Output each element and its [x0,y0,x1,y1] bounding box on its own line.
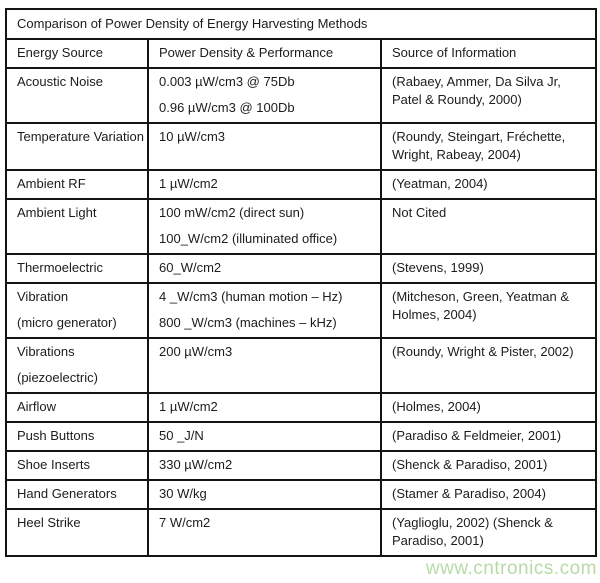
power-density-line: 1 µW/cm2 [159,399,218,414]
energy-source-line: (piezoelectric) [17,370,98,385]
energy-source-cell [6,254,148,283]
table-row [6,170,596,199]
power-density-line: 0.003 µW/cm3 @ 75Db [159,74,295,89]
energy-source-cell [6,393,148,422]
citation-cell [381,451,596,480]
power-density-line: 30 W/kg [159,486,207,501]
table-title-row [6,9,596,39]
power-density-cell [148,338,381,393]
power-density-cell [148,422,381,451]
citation-cell [381,338,596,393]
energy-source-line: Push Buttons [17,428,95,443]
power-density-line: 60_W/cm2 [159,260,222,275]
citation-cell [381,123,596,170]
power-density-cell [148,451,381,480]
energy-source-line: Ambient RF [17,176,86,191]
power-density-cell [148,254,381,283]
energy-source-cell [6,283,148,338]
power-density-line: 1 µW/cm2 [159,176,218,191]
table-row [6,68,596,123]
energy-source-cell [6,170,148,199]
energy-source-line: Acoustic Noise [17,74,103,89]
energy-source-cell [6,422,148,451]
power-density-cell [148,68,381,123]
citation-text: (Yaglioglu, 2002) (Shenck & Paradiso, 2001) [392,515,553,548]
energy-source-line: Airflow [17,399,57,414]
citation-text: (Rabaey, Ammer, Da Silva Jr, Patel & Roundy, 2000) [392,74,561,107]
power-density-line: 10 µW/cm3 [159,129,226,144]
citation-text: (Stevens, 1999) [392,260,484,275]
citation-cell [381,422,596,451]
energy-source-line: Vibrations [17,344,75,359]
citation-text: (Holmes, 2004) [392,399,481,414]
citation-text: (Yeatman, 2004) [392,176,488,191]
power-density-line: 0.96 µW/cm3 @ 100Db [159,100,295,115]
citation-cell [381,254,596,283]
power-density-line: 330 µW/cm2 [159,457,233,472]
power-density-line: 7 W/cm2 [159,515,211,530]
energy-source-cell [6,123,148,170]
citation-text: (Shenck & Paradiso, 2001) [392,457,548,472]
citation-cell [381,170,596,199]
column-header-power-density: Power Density & Performance [148,39,381,68]
energy-source-line: Thermoelectric [17,260,103,275]
energy-source-line: Vibration [17,289,69,304]
energy-source-cell [6,480,148,509]
energy-source-cell [6,451,148,480]
citation-text: (Paradiso & Feldmeier, 2001) [392,428,562,443]
energy-source-line: Heel Strike [17,515,81,530]
table-title: Comparison of Power Density of Energy Harvesting Methods [6,9,596,39]
energy-harvesting-table [5,8,597,557]
citation-text: (Mitcheson, Green, Yeatman & Holmes, 2004) [392,289,570,322]
table-row [6,451,596,480]
table-row [6,283,596,338]
energy-source-cell [6,509,148,556]
power-density-line: 800 _W/cm3 (machines – kHz) [159,315,337,330]
power-density-line: 4 _W/cm3 (human motion – Hz) [159,289,343,304]
citation-cell [381,480,596,509]
power-density-cell [148,199,381,254]
table-row [6,199,596,254]
table-row [6,338,596,393]
power-density-cell [148,283,381,338]
table-row [6,509,596,556]
citation-text: (Stamer & Paradiso, 2004) [392,486,546,501]
power-density-line: 200 µW/cm3 [159,344,233,359]
power-density-cell [148,170,381,199]
citation-cell [381,509,596,556]
power-density-cell [148,509,381,556]
table-row [6,393,596,422]
citation-text: Not Cited [392,205,447,220]
power-density-cell [148,123,381,170]
power-density-line: 50 _J/N [159,428,204,443]
table-row [6,480,596,509]
table-row [6,123,596,170]
energy-source-line: Temperature Variation [17,129,144,144]
table-row [6,422,596,451]
energy-source-cell [6,338,148,393]
citation-text: (Roundy, Wright & Pister, 2002) [392,344,574,359]
power-density-cell [148,393,381,422]
energy-source-cell [6,68,148,123]
energy-source-line: Ambient Light [17,205,97,220]
energy-source-line: Hand Generators [17,486,117,501]
watermark: www.cntronics.com [425,558,597,579]
table-body [6,68,596,556]
table-header-row [6,39,596,68]
power-density-cell [148,480,381,509]
table-row [6,254,596,283]
energy-source-line: Shoe Inserts [17,457,90,472]
power-density-line: 100_W/cm2 (illuminated office) [159,231,338,246]
citation-cell [381,283,596,338]
column-header-source-of-information: Source of Information [381,39,596,68]
citation-cell [381,393,596,422]
energy-source-cell [6,199,148,254]
power-density-line: 100 mW/cm2 (direct sun) [159,205,305,220]
citation-text: (Roundy, Steingart, Fréchette, Wright, Rabeay, 2004) [392,129,566,162]
citation-cell [381,68,596,123]
energy-source-line: (micro generator) [17,315,117,330]
column-header-energy-source: Energy Source [6,39,148,68]
citation-cell [381,199,596,254]
